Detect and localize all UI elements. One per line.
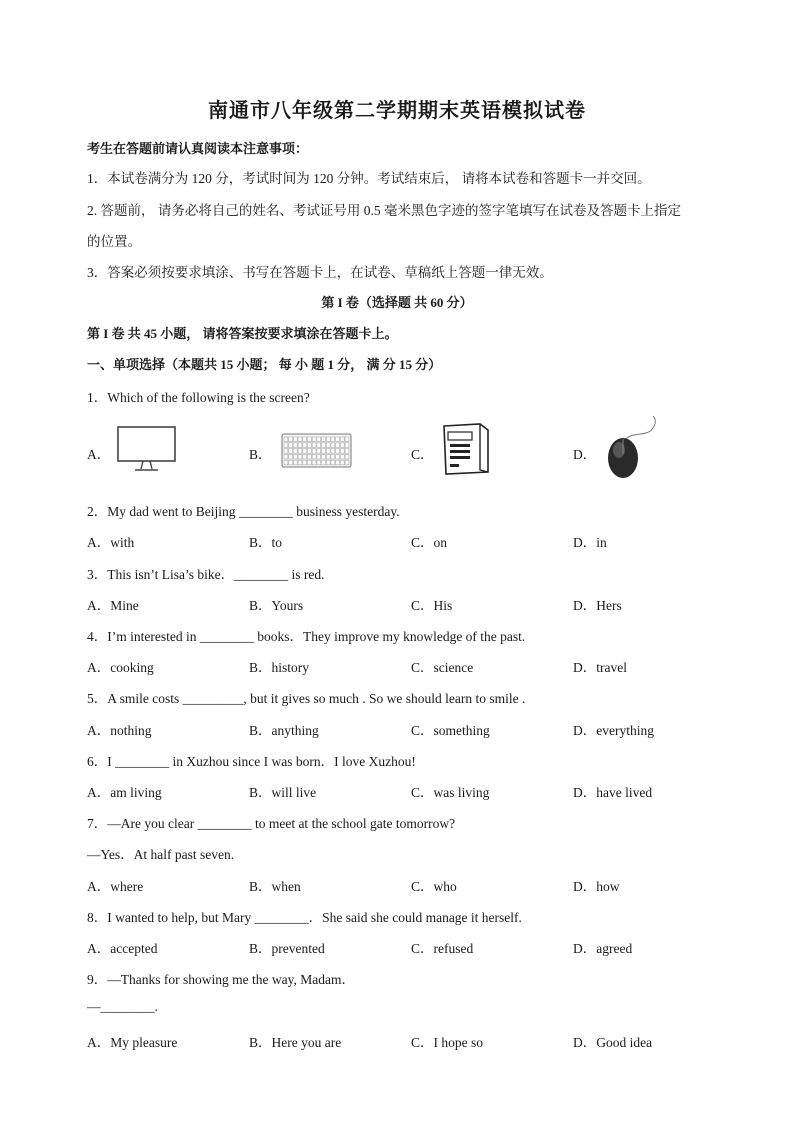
page-title: 南通市八年级第二学期期末英语模拟试卷 <box>208 98 586 122</box>
option-a: A．with <box>87 535 135 550</box>
option-c: C．who <box>411 879 457 894</box>
mouse-icon <box>601 414 661 480</box>
option-b: B．prevented <box>249 941 325 956</box>
question-stem: 7．—Are you clear ________ to meet at the school gate tomorrow? <box>87 816 456 831</box>
notice-item-2-line-2: 的位置。 <box>87 234 141 249</box>
section-subtitle: 一、单项选择（本题共 15 小题； 每 小 题 1 分， 满 分 15 分） <box>87 357 442 372</box>
question-stem-reply: —Yes．At half past seven. <box>87 847 235 862</box>
option-c: C．refused <box>411 941 474 956</box>
question-stem: 9．—Thanks for showing me the way, Madam． <box>87 972 355 987</box>
question-stem: 2．My dad went to Beijing ________ business yesterday. <box>87 504 400 519</box>
option-c: C．something <box>411 723 490 738</box>
option-d: D．agreed <box>573 941 633 956</box>
option-a: A． <box>87 447 111 462</box>
option-a: A．Mine <box>87 598 139 613</box>
part-title: 第 I 卷（选择题 共 60 分） <box>321 295 473 310</box>
option-a: A．nothing <box>87 723 152 738</box>
part-description: 第 I 卷 共 45 小题， 请将答案按要求填涂在答题卡上。 <box>87 326 398 341</box>
option-c: C．on <box>411 535 448 550</box>
question-stem: 4．I’m interested in ________ books．They improve my knowledge of the past. <box>87 629 526 644</box>
option-a: A．My pleasure <box>87 1035 178 1050</box>
question-stem: 3．This isn’t Lisa’s bike．________ is red. <box>87 567 325 582</box>
option-d: D．Hers <box>573 598 622 613</box>
option-b: B． <box>249 447 272 462</box>
option-c: C．was living <box>411 785 490 800</box>
option-b: B．when <box>249 879 301 894</box>
monitor-icon <box>116 424 178 474</box>
notice-heading: 考生在答题前请认真阅读本注意事项： <box>87 142 309 157</box>
question-stem: 1．Which of the following is the screen? <box>87 390 310 405</box>
option-c: C．His <box>411 598 453 613</box>
option-d: D． <box>573 447 597 462</box>
option-a: A．cooking <box>87 660 154 675</box>
option-d: D．have lived <box>573 785 653 800</box>
option-b: B．to <box>249 535 283 550</box>
option-b: B．Here you are <box>249 1035 342 1050</box>
option-a: A．where <box>87 879 144 894</box>
question-stem: 8．I wanted to help, but Mary ________．She said she could manage it herself. <box>87 910 522 925</box>
option-c: C． <box>411 447 434 462</box>
option-c: C．science <box>411 660 474 675</box>
option-a: A．am living <box>87 785 162 800</box>
question-stem: 6．I ________ in Xuzhou since I was born．I love Xuzhou! <box>87 754 416 769</box>
keyboard-icon <box>281 432 353 470</box>
option-d: D．travel <box>573 660 627 675</box>
question-stem: 5．A smile costs _________, but it gives so much . So we should learn to smile . <box>87 691 526 706</box>
question-stem-reply: —________. <box>87 999 158 1014</box>
option-d: D．how <box>573 879 620 894</box>
option-b: B．history <box>249 660 310 675</box>
option-c: C．I hope so <box>411 1035 483 1050</box>
option-a: A．accepted <box>87 941 158 956</box>
option-b: B．will live <box>249 785 317 800</box>
option-d: D．everything <box>573 723 654 738</box>
option-d: D．Good idea <box>573 1035 653 1050</box>
notice-item-3: 3．答案必须按要求填涂、书写在答题卡上，在试卷、草稿纸上答题一律无效。 <box>87 265 553 280</box>
option-d: D．in <box>573 535 607 550</box>
notice-item-2-line-1: 2. 答题前， 请务必将自己的姓名、考试证号用 0.5 毫米黑色字迹的签字笔填写在试卷及答题卡上指定 <box>87 203 681 218</box>
option-b: B．anything <box>249 723 319 738</box>
computer-case-icon <box>434 420 492 476</box>
notice-item-1: 1．本试卷满分为 120 分，考试时间为 120 分钟。考试结束后， 请将本试卷和答题卡一并交回。 <box>87 171 651 186</box>
option-b: B．Yours <box>249 598 304 613</box>
